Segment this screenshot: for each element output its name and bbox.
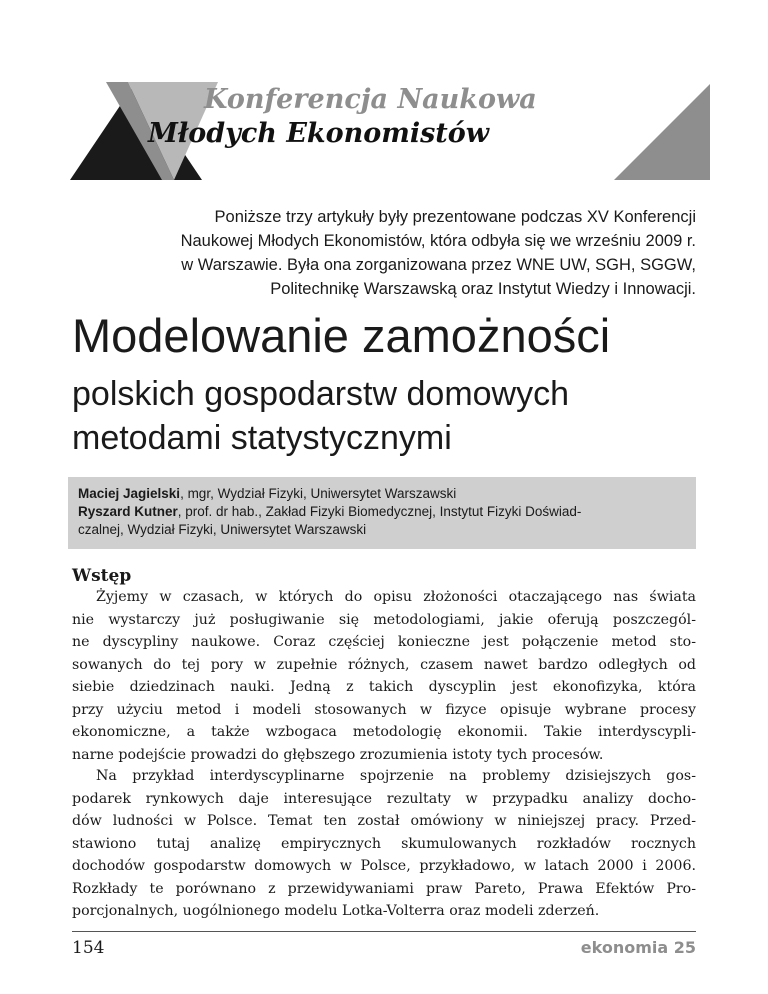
text-line: dochodów gospodarstw domowych w Polsce, przykładowo, w latach 2000 i 2006. bbox=[72, 858, 696, 874]
author-2-affiliation-cont: czalnej, Wydział Fizyki, Uniwersytet Warszawski bbox=[78, 522, 367, 537]
logo-title-line1: Konferencja Naukowa bbox=[204, 84, 537, 115]
subtitle-line: metodami statystycznymi bbox=[72, 419, 452, 457]
section-heading: Wstęp bbox=[72, 566, 132, 586]
text-line: sowanych do tej pory w zupełnie różnych, czasem nawet bardzo odległych od bbox=[72, 656, 696, 673]
intro-line: w Warszawie. Była ona zorganizowana przez WNE UW, SGH, SGGW, bbox=[181, 256, 696, 274]
author-1-name: Maciej Jagielski bbox=[78, 486, 181, 501]
text-line: podarek rynkowych daje interesujące rezultaty w przypadku analizy docho- bbox=[72, 790, 696, 807]
author-2-name: Ryszard Kutner bbox=[78, 504, 178, 519]
logo-title-line2: Młodych Ekonomistów bbox=[148, 118, 490, 149]
article-title: Modelowanie zamożności bbox=[72, 309, 611, 362]
article-subtitle bbox=[72, 372, 569, 460]
text-line: przy użyciu metod i modeli stosowanych w fizyce opisuje wybrane procesy bbox=[72, 701, 696, 718]
text-line: ekonomiczne, a także wzbogaca metodologię ekonomii. Takie interdyscypli- bbox=[72, 724, 696, 740]
intro-note bbox=[136, 205, 696, 301]
text-line: narne podejście prowadzi do głębszego zrozumienia istoty tych procesów. bbox=[72, 746, 604, 763]
logo-right-triangle bbox=[614, 84, 710, 180]
author-1-affiliation: , mgr, Wydział Fizyki, Uniwersytet Warszawski bbox=[180, 486, 457, 501]
author-2 bbox=[78, 503, 686, 521]
conference-logo bbox=[70, 62, 710, 187]
text-line: porcjonalnych, uogólnionego modelu Lotka-Volterra oraz modeli zderzeń. bbox=[72, 903, 600, 919]
text-line: dów ludności w Polsce. Temat ten został omówiony w niniejszej pracy. Przed- bbox=[72, 813, 696, 829]
intro-line: Poniższe trzy artykuły były prezentowane podczas XV Konferencji bbox=[214, 208, 696, 226]
text-line: siebie dziedzinach nauki. Jedną z takich dyscyplin jest ekonofizyka, która bbox=[72, 679, 696, 695]
intro-line: Politechnikę Warszawską oraz Instytut Wiedzy i Innowacji. bbox=[270, 280, 696, 298]
text-line: Rozkłady te porównano z przewidywaniami praw Pareto, Prawa Efektów Pro- bbox=[72, 880, 696, 897]
author-1 bbox=[78, 485, 686, 503]
author-2-affiliation: , prof. dr hab., Zakład Fizyki Biomedycznej, Instytut Fizyki Doświad- bbox=[177, 504, 582, 519]
subtitle-line: polskich gospodarstw domowych bbox=[72, 375, 570, 413]
paragraph-2 bbox=[72, 765, 696, 923]
authors-box bbox=[68, 477, 696, 549]
text-line: nie wystarczy już posługiwanie się metodologiami, jakie oferują poszczegól- bbox=[72, 611, 696, 628]
intro-line: Naukowej Młodych Ekonomistów, która odbyła się we wrześniu 2009 r. bbox=[180, 232, 696, 250]
journal-name: ekonomia 25 bbox=[580, 938, 696, 957]
page-number: 154 bbox=[72, 938, 105, 958]
paragraph-1 bbox=[72, 586, 696, 766]
text-line: ne dyscypliny naukowe. Coraz częściej konieczne jest połączenie metod sto- bbox=[72, 634, 696, 650]
text-line: stawiono tutaj analizę empirycznych skumulowanych rozkładów rocznych bbox=[72, 835, 696, 852]
footer-rule bbox=[72, 931, 696, 932]
text-line: Na przykład interdyscyplinarne spojrzenie na problemy dzisiejszych gos- bbox=[96, 768, 696, 784]
text-line: Żyjemy w czasach, w których do opisu złożoności otaczającego nas świata bbox=[96, 589, 696, 605]
